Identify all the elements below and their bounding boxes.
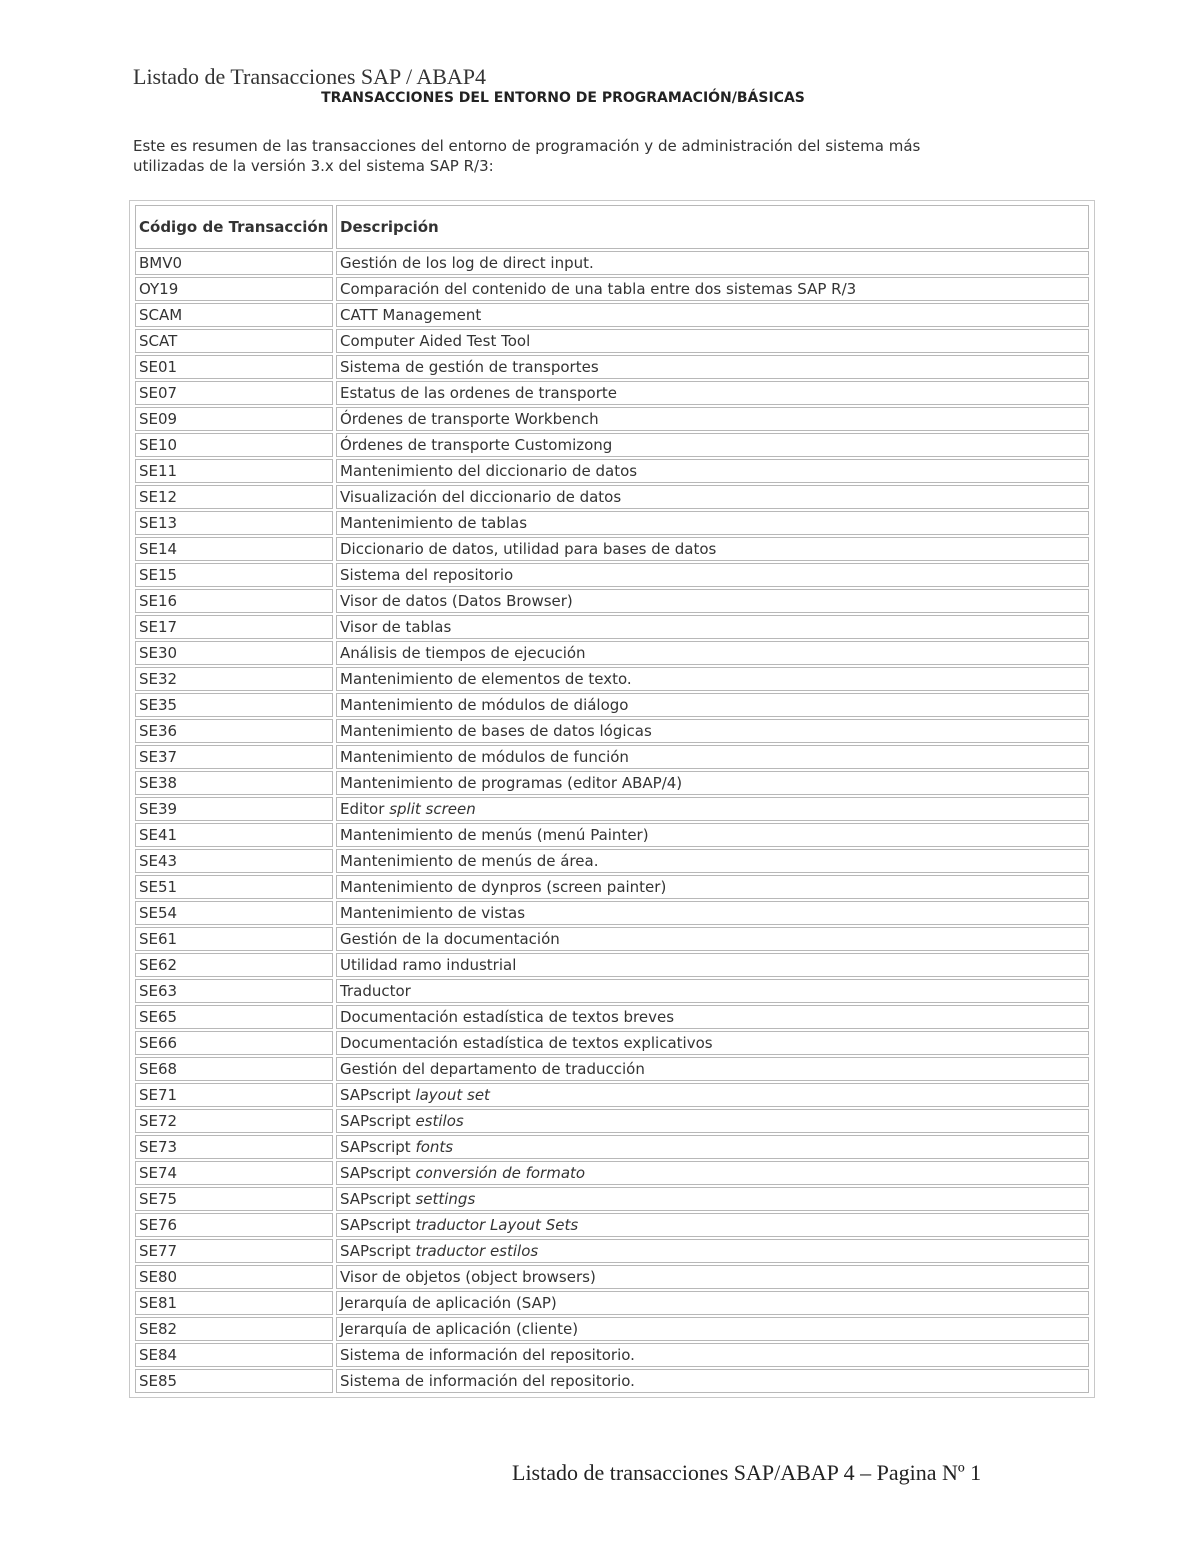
table-row [135,1109,1089,1133]
transaction-code: SE13 [135,511,333,535]
section-subtitle: TRANSACCIONES DEL ENTORNO DE PROGRAMACIÓN/BÁSICAS [321,90,805,106]
table-row [135,381,1089,405]
transaction-code: SE14 [135,537,333,561]
column-header-description: Descripción [336,205,1089,249]
transaction-description [336,667,1089,691]
table-row [135,745,1089,769]
description-text: Sistema de información del repositorio. [340,1346,635,1364]
table-row [135,459,1089,483]
transaction-code: SE80 [135,1265,333,1289]
transaction-description [336,537,1089,561]
transaction-description [336,433,1089,457]
transaction-code: SE41 [135,823,333,847]
description-text: Sistema de información del repositorio. [340,1372,635,1390]
transaction-code: SE74 [135,1161,333,1185]
transaction-description [336,1057,1089,1081]
transaction-code: SE10 [135,433,333,457]
transaction-code: SE12 [135,485,333,509]
transaction-code: SE38 [135,771,333,795]
description-text: Gestión de los log de direct input. [340,254,594,272]
transaction-description [336,1109,1089,1133]
transaction-code: SE54 [135,901,333,925]
column-header-code: Código de Transacción [135,205,333,249]
description-text: Sistema de gestión de transportes [340,358,599,376]
transaction-description [336,979,1089,1003]
transaction-code: SE09 [135,407,333,431]
transaction-description [336,511,1089,535]
transaction-code: SE01 [135,355,333,379]
transaction-description [336,797,1089,821]
table-row [135,901,1089,925]
table-row [135,797,1089,821]
description-text: Visor de objetos (object browsers) [340,1268,596,1286]
transaction-description [336,485,1089,509]
table-row [135,1239,1089,1263]
description-text: Mantenimiento de tablas [340,514,528,532]
transaction-code: SE15 [135,563,333,587]
description-text: Documentación estadística de textos breves [340,1008,675,1026]
transaction-description [336,745,1089,769]
transaction-description [336,1291,1089,1315]
transaction-code: SCAM [135,303,333,327]
transaction-description [336,1031,1089,1055]
transaction-description [336,849,1089,873]
transaction-description [336,875,1089,899]
description-text: SAPscript [340,1190,411,1208]
transaction-description [336,1135,1089,1159]
transactions-table [129,200,1095,1398]
description-text: SAPscript [340,1138,411,1156]
description-italic-term: split screen [389,800,476,818]
description-text: Órdenes de transporte Workbench [340,410,599,428]
transaction-code: SE66 [135,1031,333,1055]
description-text: SAPscript [340,1112,411,1130]
transaction-code: SE11 [135,459,333,483]
transaction-code: SE71 [135,1083,333,1107]
description-text: Mantenimiento del diccionario de datos [340,462,638,480]
table-header-row [135,205,1089,249]
table-row [135,823,1089,847]
transaction-code: SE73 [135,1135,333,1159]
description-text: Sistema del repositorio [340,566,514,584]
description-text: SAPscript [340,1086,411,1104]
description-text: SAPscript [340,1216,411,1234]
description-text: Diccionario de datos, utilidad para bases de datos [340,540,717,558]
description-text: Documentación estadística de textos explicativos [340,1034,713,1052]
table-row [135,1083,1089,1107]
description-text: Jerarquía de aplicación (SAP) [340,1294,557,1312]
table-row [135,1187,1089,1211]
description-text: Computer Aided Test Tool [340,332,531,350]
transaction-code: SE17 [135,615,333,639]
transaction-code: SE85 [135,1369,333,1393]
transaction-code: SE68 [135,1057,333,1081]
page-footer: Listado de transacciones SAP/ABAP 4 – Pagina Nº 1 [512,1460,982,1485]
table-row [135,1265,1089,1289]
transaction-description [336,277,1089,301]
transaction-code: SE76 [135,1213,333,1237]
description-text: Mantenimiento de módulos de diálogo [340,696,629,714]
table-row [135,1057,1089,1081]
transaction-code: SE63 [135,979,333,1003]
table-body [135,251,1089,1393]
table-row [135,1343,1089,1367]
description-text: Mantenimiento de menús de área. [340,852,599,870]
description-italic-term: traductor Layout Sets [415,1216,579,1234]
transaction-description [336,563,1089,587]
description-text: Mantenimiento de dynpros (screen painter) [340,878,667,896]
table-row [135,355,1089,379]
table-row [135,719,1089,743]
description-text: Visualización del diccionario de datos [340,488,622,506]
transaction-description [336,1083,1089,1107]
description-text: Mantenimiento de elementos de texto. [340,670,632,688]
description-italic-term: layout set [415,1086,490,1104]
transaction-description [336,1317,1089,1341]
description-text: Traductor [340,982,411,1000]
description-text: Órdenes de transporte Customizong [340,436,613,454]
table-row [135,1317,1089,1341]
transaction-description [336,589,1089,613]
table-row [135,1161,1089,1185]
transaction-code: SE36 [135,719,333,743]
transaction-description [336,1343,1089,1367]
transaction-code: SE35 [135,693,333,717]
description-italic-term: traductor estilos [415,1242,539,1260]
transaction-code: SE81 [135,1291,333,1315]
table-row [135,251,1089,275]
transaction-code: SE43 [135,849,333,873]
table-row [135,1291,1089,1315]
table-row [135,277,1089,301]
transaction-code: SE32 [135,667,333,691]
table-row [135,1369,1089,1393]
transaction-description [336,1213,1089,1237]
table-row [135,641,1089,665]
transaction-description [336,771,1089,795]
transaction-code: SE75 [135,1187,333,1211]
intro-paragraph: Este es resumen de las transacciones del entorno de programación y de administración del sistema más utilizadas de la versión 3.x del sistema SAP R/3: [133,137,921,175]
transaction-description [336,1265,1089,1289]
transaction-code: SE37 [135,745,333,769]
table-row [135,511,1089,535]
description-text: Visor de tablas [340,618,452,636]
transaction-description [336,927,1089,951]
transaction-code: SE84 [135,1343,333,1367]
table-row [135,927,1089,951]
description-text: Mantenimiento de módulos de función [340,748,629,766]
description-italic-term: fonts [415,1138,454,1156]
transaction-description [336,407,1089,431]
table-row [135,953,1089,977]
description-text: Estatus de las ordenes de transporte [340,384,618,402]
table-row [135,589,1089,613]
transaction-description [336,823,1089,847]
table-row [135,667,1089,691]
description-text: Mantenimiento de menús (menú Painter) [340,826,649,844]
transaction-description [336,303,1089,327]
description-text: SAPscript [340,1242,411,1260]
table-row [135,329,1089,353]
description-italic-term: settings [415,1190,476,1208]
transaction-code: SE82 [135,1317,333,1341]
table-row [135,537,1089,561]
transaction-code: SCAT [135,329,333,353]
table-row [135,849,1089,873]
table-row [135,979,1089,1003]
transaction-description [336,953,1089,977]
transaction-code: SE77 [135,1239,333,1263]
transaction-description [336,1161,1089,1185]
transaction-description [336,1005,1089,1029]
transaction-description [336,459,1089,483]
transaction-code: SE61 [135,927,333,951]
table-row [135,563,1089,587]
table-row [135,1031,1089,1055]
table-row [135,615,1089,639]
transaction-code: SE72 [135,1109,333,1133]
table-row [135,771,1089,795]
transaction-description [336,615,1089,639]
transaction-code: OY19 [135,277,333,301]
transaction-description [336,693,1089,717]
description-text: Análisis de tiempos de ejecución [340,644,586,662]
transaction-description [336,901,1089,925]
transaction-description [336,329,1089,353]
description-text: Mantenimiento de bases de datos lógicas [340,722,652,740]
table-row [135,433,1089,457]
transaction-description [336,1187,1089,1211]
table-row [135,1005,1089,1029]
transaction-code: SE51 [135,875,333,899]
description-italic-term: conversión de formato [415,1164,586,1182]
description-text: Editor [340,800,385,818]
description-text: Gestión del departamento de traducción [340,1060,645,1078]
table-row [135,485,1089,509]
transaction-description [336,1369,1089,1393]
transaction-description [336,719,1089,743]
description-text: SAPscript [340,1164,411,1182]
transaction-description [336,251,1089,275]
transaction-code: SE65 [135,1005,333,1029]
transaction-code: SE16 [135,589,333,613]
description-text: Utilidad ramo industrial [340,956,517,974]
transaction-description [336,355,1089,379]
table-row [135,875,1089,899]
transaction-code: SE07 [135,381,333,405]
transaction-code: BMV0 [135,251,333,275]
table-row [135,407,1089,431]
description-text: Mantenimiento de vistas [340,904,526,922]
description-text: Comparación del contenido de una tabla entre dos sistemas SAP R/3 [340,280,857,298]
description-text: CATT Management [340,306,482,324]
table-row [135,303,1089,327]
description-text: Visor de datos (Datos Browser) [340,592,573,610]
transaction-code: SE62 [135,953,333,977]
document-title: Listado de Transacciones SAP / ABAP4 [133,64,487,89]
transaction-code: SE39 [135,797,333,821]
table-row [135,693,1089,717]
table-row [135,1135,1089,1159]
transaction-description [336,641,1089,665]
description-text: Jerarquía de aplicación (cliente) [340,1320,579,1338]
description-italic-term: estilos [415,1112,464,1130]
transaction-description [336,1239,1089,1263]
description-text: Mantenimiento de programas (editor ABAP/4) [340,774,683,792]
transaction-code: SE30 [135,641,333,665]
transaction-description [336,381,1089,405]
table-row [135,1213,1089,1237]
description-text: Gestión de la documentación [340,930,560,948]
